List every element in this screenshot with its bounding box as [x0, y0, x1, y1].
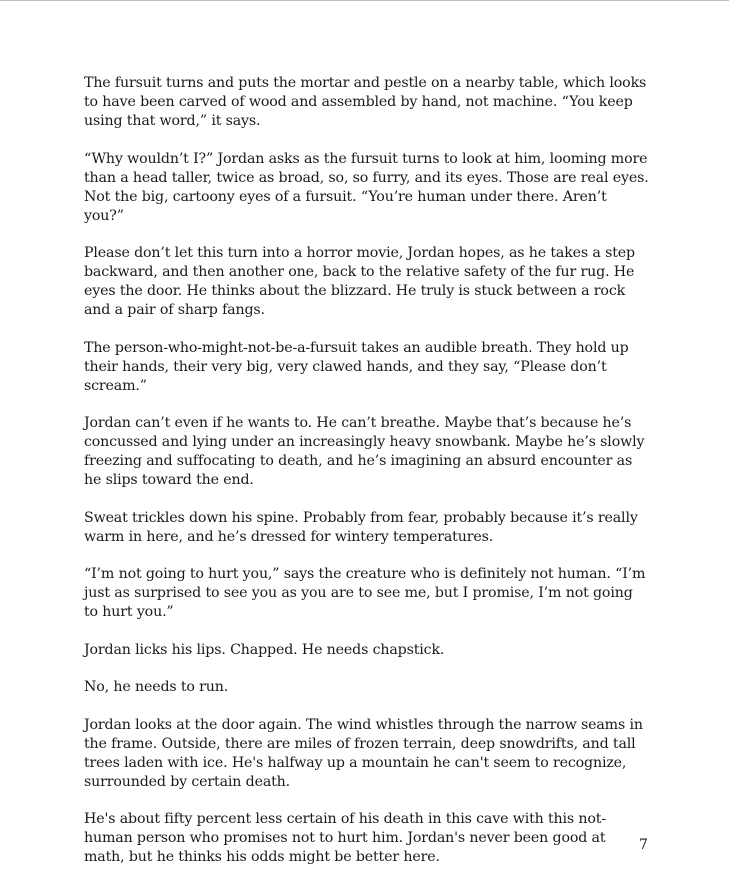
paragraph-9: No, he needs to run. [84, 679, 229, 695]
paragraph-1: The fursuit turns and puts the mortar and pestle on a nearby table, which looks to have been carved of wood and assembled by hand, not machine. “You keep using that word,” it says. [84, 75, 647, 129]
paragraph-5: Jordan can’t even if he wants to. He can’t breathe. Maybe that’s because he’s concussed and lying under an increasingly heavy snowbank. Maybe he’s slowly freezing and suffocating to death, and he’s imagining an absurd encounter as he slips toward the end. [84, 415, 645, 488]
paragraph-11: He's about fifty percent less certain of his death in this cave with this not-human person who promises not to hurt him. Jordan's never been good at math, but he thinks his odds might be better here. [84, 811, 606, 865]
page-number: 7 [639, 837, 648, 853]
paragraph-7: “I’m not going to hurt you,” says the creature who is definitely not human. “I’m just as surprised to see you as you are to see me, but I promise, I’m not going to hurt you.” [84, 566, 646, 620]
document-page-body [84, 74, 650, 886]
paragraph-8: Jordan licks his lips. Chapped. He needs chapstick. [84, 641, 445, 658]
paragraph-2: “Why wouldn’t I?” Jordan asks as the fursuit turns to look at him, looming more than a head taller, twice as broad, so, so furry, and its eyes. Those are real eyes. Not the big, cartoony eyes of a fursuit. “You’re human under there. Aren’t you?” [84, 150, 649, 224]
paragraph-10: Jordan looks at the door again. The wind whistles through the narrow seams in the frame. Outside, there are miles of frozen terrain, deep snowdrifts, and tall trees laden with ice. He's halfway up a mountain he can't seem to recognize, surrounded by certain death. [84, 716, 643, 790]
page-top-border [0, 0, 729, 1]
paragraph-4: The person-who-might-not-be-a-fursuit takes an audible breath. They hold up their hands, their very big, very clawed hands, and they say, “Please don’t scream.” [84, 339, 629, 394]
paragraph-6: Sweat trickles down his spine. Probably from fear, probably because it’s really warm in here, and he’s dressed for wintery temperatures. [84, 509, 638, 545]
paragraph-3: Please don’t let this turn into a horror movie, Jordan hopes, as he takes a step backward, and then another one, back to the relative safety of the fur rug. He eyes the door. He thinks about the blizzard. He truly is stuck between a rock and a pair of sharp fangs. [84, 245, 635, 318]
